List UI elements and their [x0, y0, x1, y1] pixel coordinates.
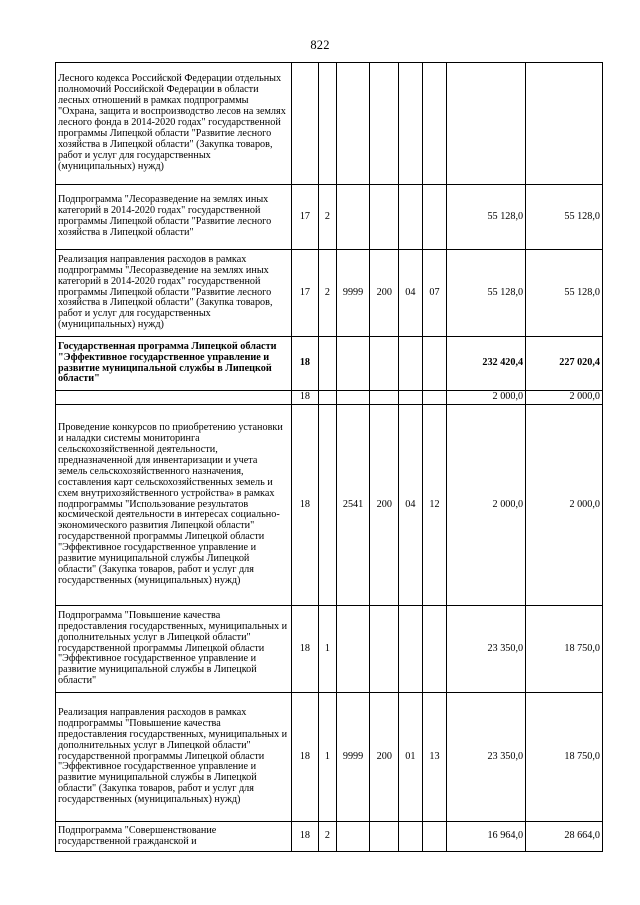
cell-amount-year-1: 23 350,0: [447, 693, 526, 822]
cell-amount-year-1: 2 000,0: [447, 391, 526, 405]
cell-section: [399, 822, 423, 852]
cell-expense-type: [370, 185, 399, 250]
cell-amount-year-2: 227 020,4: [526, 337, 603, 391]
cell-program-code: 17: [291, 185, 319, 250]
cell-direction-code: 9999: [336, 250, 370, 337]
cell-description: Реализация направления расходов в рамках подпрограммы "Лесоразведение на землях иных категорий в 2014-2020 годах" государственной программы Липецкой области "Развитие лесного хозяйства в Липецкой области" (Закупка товаров, работ и услуг для государственных (муниципальных) нужд): [56, 250, 292, 337]
cell-subsection: [422, 606, 447, 693]
cell-description: [56, 391, 292, 405]
cell-subprogram-code: 2: [319, 185, 336, 250]
cell-expense-type: [370, 606, 399, 693]
cell-description: Подпрограмма "Совершенствование государственной гражданской и: [56, 822, 292, 852]
cell-subsection: [422, 822, 447, 852]
cell-amount-year-1: 16 964,0: [447, 822, 526, 852]
table-row: [56, 337, 603, 391]
cell-section: [399, 185, 423, 250]
cell-direction-code: [336, 391, 370, 405]
cell-direction-code: [336, 63, 370, 185]
cell-program-code: 18: [291, 405, 319, 606]
cell-subprogram-code: 1: [319, 693, 336, 822]
cell-direction-code: 2541: [336, 405, 370, 606]
cell-amount-year-2: 28 664,0: [526, 822, 603, 852]
cell-amount-year-2: 55 128,0: [526, 250, 603, 337]
cell-direction-code: [336, 185, 370, 250]
cell-description: Лесного кодекса Российской Федерации отдельных полномочий Российской Федерации в области лесных отношений в рамках подпрограммы "Охрана, защита и воспроизводство лесов на землях лесного фонда в 2014-2020 годах" государственной программы Липецкой области "Развитие лесного хозяйства в Липецкой области" (Закупка товаров, работ и услуг для государственных (муниципальных) нужд): [56, 63, 292, 185]
page-number: 822: [310, 38, 330, 52]
cell-section: 04: [399, 250, 423, 337]
table-row: [56, 822, 603, 852]
cell-program-code: 18: [291, 693, 319, 822]
cell-amount-year-2: [526, 63, 603, 185]
cell-subprogram-code: 1: [319, 606, 336, 693]
cell-amount-year-1: [447, 63, 526, 185]
cell-amount-year-2: 2 000,0: [526, 391, 603, 405]
cell-expense-type: 200: [370, 693, 399, 822]
cell-direction-code: 9999: [336, 693, 370, 822]
table-row: [56, 185, 603, 250]
cell-expense-type: 200: [370, 405, 399, 606]
table-row: [56, 391, 603, 405]
cell-amount-year-2: 18 750,0: [526, 606, 603, 693]
cell-amount-year-1: 55 128,0: [447, 185, 526, 250]
cell-subsection: 07: [422, 250, 447, 337]
table-row: [56, 606, 603, 693]
cell-section: 01: [399, 693, 423, 822]
budget-table-body: [56, 63, 603, 852]
cell-section: [399, 391, 423, 405]
cell-program-code: 18: [291, 606, 319, 693]
table-row: [56, 405, 603, 606]
cell-description: Проведение конкурсов по приобретению установки и наладки системы мониторинга сельскохозяйственной деятельности, предназначенной для инвентаризации и учета земель сельскохозяйственного назначения, составления карт сельскохозяйственных земель и схем внутрихозяйственного устройства» в рамках подпрограммы "Использование результатов космической деятельности в интересах социально-экономического развития Липецкой области" государственной программы Липецкой области "Эффективное государственное управление и развитие муниципальной службы Липецкой области" (Закупка товаров, работ и услуг для государственных (муниципальных) нужд): [56, 405, 292, 606]
cell-amount-year-1: 23 350,0: [447, 606, 526, 693]
table-row: [56, 63, 603, 185]
cell-description: Подпрограмма "Лесоразведение на землях иных категорий в 2014-2020 годах" государственной программы Липецкой области "Развитие лесного хозяйства в Липецкой области": [56, 185, 292, 250]
cell-subprogram-code: [319, 391, 336, 405]
cell-amount-year-1: 2 000,0: [447, 405, 526, 606]
cell-description: Подпрограмма "Повышение качества предоставления государственных, муниципальных и дополнительных услуг в Липецкой области" государственной программы Липецкой области "Эффективное государственное управление и развитие муниципальной службы в Липецкой области": [56, 606, 292, 693]
cell-direction-code: [336, 606, 370, 693]
cell-program-code: 17: [291, 250, 319, 337]
cell-amount-year-2: 18 750,0: [526, 693, 603, 822]
cell-direction-code: [336, 822, 370, 852]
cell-subsection: [422, 337, 447, 391]
cell-section: [399, 337, 423, 391]
cell-expense-type: [370, 391, 399, 405]
cell-program-code: 18: [291, 822, 319, 852]
cell-subsection: [422, 63, 447, 185]
cell-subprogram-code: [319, 337, 336, 391]
cell-section: [399, 63, 423, 185]
cell-direction-code: [336, 337, 370, 391]
cell-subprogram-code: [319, 405, 336, 606]
table-row: [56, 693, 603, 822]
table-row: [56, 250, 603, 337]
cell-expense-type: [370, 63, 399, 185]
cell-expense-type: 200: [370, 250, 399, 337]
cell-section: 04: [399, 405, 423, 606]
cell-amount-year-1: 55 128,0: [447, 250, 526, 337]
cell-amount-year-2: 55 128,0: [526, 185, 603, 250]
cell-subprogram-code: 2: [319, 250, 336, 337]
cell-program-code: 18: [291, 391, 319, 405]
cell-program-code: [291, 63, 319, 185]
cell-amount-year-1: 232 420,4: [447, 337, 526, 391]
cell-section: [399, 606, 423, 693]
cell-subprogram-code: [319, 63, 336, 185]
cell-description: Реализация направления расходов в рамках подпрограммы "Повышение качества предоставления государственных, муниципальных и дополнительных услуг в Липецкой области" государственной программы Липецкой области "Эффективное государственное управление и развитие муниципальной службы в Липецкой области" (Закупка товаров, работ и услуг для государственных (муниципальных) нужд): [56, 693, 292, 822]
cell-subsection: 12: [422, 405, 447, 606]
cell-description: Государственная программа Липецкой области "Эффективное государственное управление и развитие муниципальной службы в Липецкой области": [56, 337, 292, 391]
cell-subprogram-code: 2: [319, 822, 336, 852]
budget-table: [55, 62, 603, 852]
cell-subsection: [422, 391, 447, 405]
cell-amount-year-2: 2 000,0: [526, 405, 603, 606]
cell-expense-type: [370, 337, 399, 391]
cell-program-code: 18: [291, 337, 319, 391]
cell-expense-type: [370, 822, 399, 852]
cell-subsection: [422, 185, 447, 250]
cell-subsection: 13: [422, 693, 447, 822]
